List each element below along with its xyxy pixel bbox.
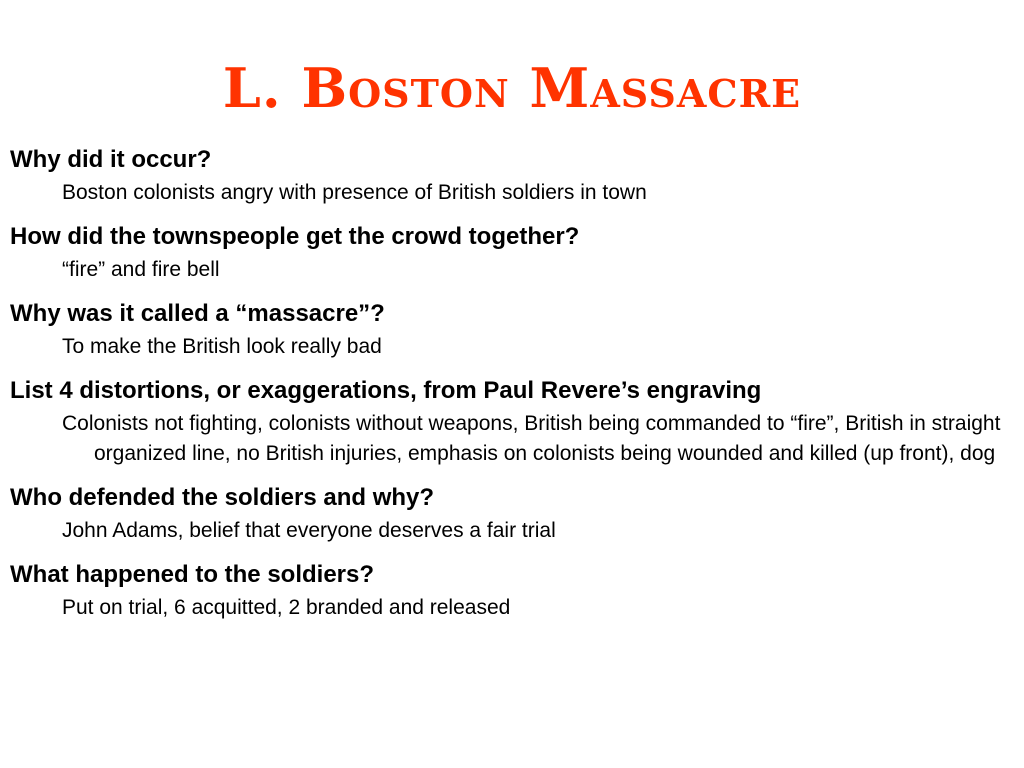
answer-text: Put on trial, 6 acquitted, 2 branded and released — [62, 596, 511, 619]
slide-content — [10, 142, 1014, 634]
question-text: Why was it called a “massacre”? — [10, 300, 385, 327]
answer-text: To make the British look really bad — [62, 335, 382, 358]
qa-item — [10, 373, 1014, 469]
qa-item — [10, 296, 1014, 362]
qa-item — [10, 557, 1014, 623]
slide-title: L. Boston Massacre — [222, 56, 802, 120]
answer-text: Colonists not fighting, colonists without weapons, British being commanded to “fire”, British in straight organized line, no British injuries, emphasis on colonists being wounded and killed (up front), dog — [62, 412, 1001, 465]
question-text: Why did it occur? — [10, 146, 212, 173]
answer-text: “fire” and fire bell — [62, 258, 220, 281]
qa-item — [10, 480, 1014, 546]
answer-text: John Adams, belief that everyone deserves a fair trial — [62, 519, 556, 542]
answer-text: Boston colonists angry with presence of British soldiers in town — [62, 181, 647, 204]
question-text: How did the townspeople get the crowd together? — [10, 223, 580, 250]
question-text: Who defended the soldiers and why? — [10, 484, 435, 511]
question-text: List 4 distortions, or exaggerations, from Paul Revere’s engraving — [10, 377, 762, 404]
question-text: What happened to the soldiers? — [10, 561, 375, 588]
qa-item — [10, 219, 1014, 285]
qa-item — [10, 142, 1014, 208]
